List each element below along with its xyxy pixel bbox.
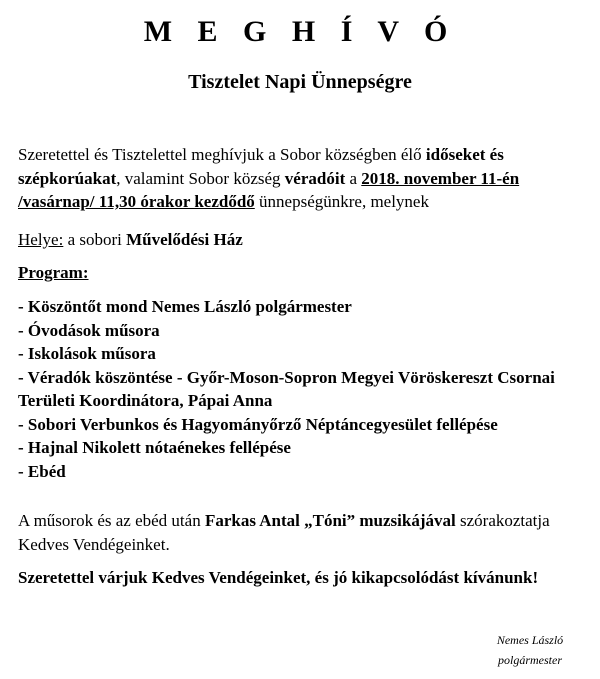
intro-text: , valamint Sobor község [116, 168, 285, 188]
performer-name: Farkas Antal „Tóni” muzsikájával [204, 511, 456, 530]
closing-info-line-2: Kedves Vendégeinket. [18, 534, 170, 554]
venue-name: Művelődési Ház [126, 230, 243, 249]
signature-block [470, 630, 590, 670]
program-item: - Hajnal Nikolett nótaénekes fellépése [18, 438, 291, 457]
event-time: /vasárnap/ 11,30 órakor kezdődő [18, 192, 255, 211]
intro-text: Szeretettel és Tisztelettel meghívjuk a Sobor községben élő [18, 145, 426, 164]
program-item: - Véradók köszöntése - Győr-Moson-Sopron Megyei Vöröskereszt Csornai [18, 367, 555, 387]
program-item: - Köszöntőt mond Nemes László polgármester [18, 297, 352, 316]
intro-emphasis: időseket és [425, 145, 504, 164]
document-subtitle: Tisztelet Napi Ünnepségre [188, 71, 412, 93]
closing-info-paragraph [18, 509, 590, 556]
intro-paragraph [18, 143, 590, 214]
program-item: - Iskolások műsora [18, 344, 156, 363]
closing-wish: Szeretettel várjuk Kedves Vendégeinket, és jó kikapcsolódást kívánunk! [18, 568, 539, 587]
program-item: - Óvodások műsora [18, 320, 160, 340]
program-item: - Sobori Verbunkos és Hagyományőrző Néptáncegyesület fellépése [18, 414, 498, 434]
venue-label: Helye: [18, 230, 64, 249]
closing-info-line-1 [18, 509, 590, 533]
closing-text: szórakoztatja [455, 511, 550, 530]
event-date: 2018. november 11-én [361, 168, 520, 188]
document-title: M E G H Í V Ó [143, 15, 457, 48]
intro-emphasis: véradóit [284, 168, 346, 188]
venue-line [18, 228, 590, 252]
program-item-continuation: Területi Koordinátora, Pápai Anna [18, 391, 273, 410]
intro-emphasis: szépkorúakat [18, 168, 117, 188]
program-heading: Program: [18, 263, 89, 282]
signature-role: polgármester [498, 653, 562, 667]
intro-text: ünnepségünkre, melynek [254, 192, 429, 211]
program-item: - Ebéd [18, 461, 66, 481]
intro-text: a [345, 168, 362, 188]
intro-line-2 [18, 167, 590, 191]
venue-text: a sobori [63, 230, 127, 249]
intro-line-1 [18, 143, 590, 167]
intro-line-3 [18, 190, 590, 214]
closing-text: A műsorok és az ebéd után [18, 511, 205, 530]
program-list [18, 295, 590, 483]
signature-name: Nemes László [496, 633, 564, 647]
